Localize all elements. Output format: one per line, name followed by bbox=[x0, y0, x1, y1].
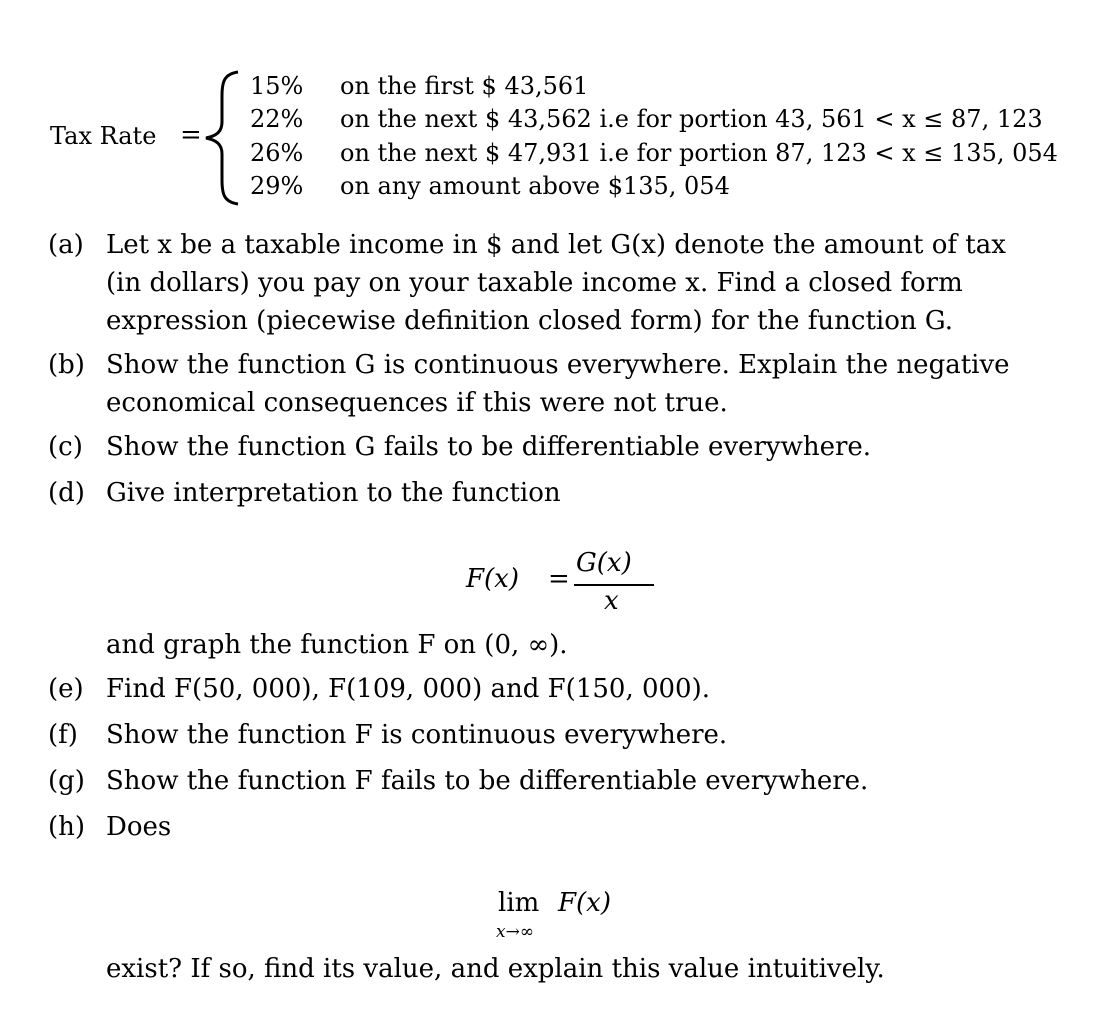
part-b-line-2: economical consequences if this were not true. bbox=[106, 388, 728, 418]
part-b-label: (b) bbox=[48, 350, 85, 380]
left-brace-icon bbox=[198, 70, 244, 206]
part-d-label: (d) bbox=[48, 478, 85, 508]
tax-desc-row-4: on any amount above $135, 054 bbox=[340, 172, 730, 200]
part-a-line-3: expression (piecewise definition closed form) for the function G. bbox=[106, 306, 953, 336]
tax-rate-row-1: 15% bbox=[250, 72, 304, 100]
part-a bbox=[48, 230, 1006, 260]
part-h-label: (h) bbox=[48, 812, 86, 842]
part-h-after: exist? If so, find its value, and explain this value intuitively. bbox=[106, 954, 885, 984]
tax-rate-row-3: 26% bbox=[250, 139, 304, 167]
part-a-line-1: Let x be a taxable income in $ and let G(x) denote the amount of tax bbox=[106, 230, 1006, 260]
part-e-line-1: Find F(50, 000), F(109, 000) and F(150, 000). bbox=[106, 674, 711, 704]
limit-subscript: x→∞ bbox=[496, 922, 534, 942]
part-b-line-1: Show the function G is continuous everywhere. Explain the negative bbox=[106, 350, 1010, 380]
f-formula-numerator: G(x) bbox=[576, 548, 632, 578]
tax-rate-label: Tax Rate bbox=[50, 122, 157, 150]
part-e bbox=[48, 674, 710, 704]
part-f-line-1: Show the function F is continuous everywhere. bbox=[106, 720, 728, 750]
part-f bbox=[48, 720, 727, 750]
part-h-line-1: Does bbox=[106, 812, 172, 842]
part-e-label: (e) bbox=[48, 674, 84, 704]
limit-expr: F(x) bbox=[558, 888, 611, 918]
part-c bbox=[48, 432, 871, 462]
part-a-line-2: (in dollars) you pay on your taxable income x. Find a closed form bbox=[106, 268, 963, 298]
f-formula-equals: = bbox=[548, 564, 570, 594]
f-formula-denominator: x bbox=[604, 586, 619, 616]
part-g bbox=[48, 766, 868, 796]
part-g-line-1: Show the function F fails to be differentiable everywhere. bbox=[106, 766, 869, 796]
part-f-label: (f) bbox=[48, 720, 78, 750]
part-c-line-1: Show the function G fails to be differentiable everywhere. bbox=[106, 432, 872, 462]
part-a-label: (a) bbox=[48, 230, 84, 260]
tax-rate-row-4: 29% bbox=[250, 172, 304, 200]
tax-desc-row-3: on the next $ 47,931 i.e for portion 87, 123 < x ≤ 135, 054 bbox=[340, 139, 1058, 167]
part-d-after: and graph the function F on (0, ∞). bbox=[106, 630, 568, 660]
tax-rate-row-2: 22% bbox=[250, 105, 304, 133]
part-d-line-1: Give interpretation to the function bbox=[106, 478, 561, 508]
tax-desc-row-2: on the next $ 43,562 i.e for portion 43, 561 < x ≤ 87, 123 bbox=[340, 105, 1043, 133]
part-b bbox=[48, 350, 1010, 380]
tax-rate-equals: = bbox=[180, 120, 202, 150]
part-c-label: (c) bbox=[48, 432, 83, 462]
part-h bbox=[48, 812, 171, 842]
tax-desc-row-1: on the first $ 43,561 bbox=[340, 72, 589, 100]
limit-word: lim bbox=[498, 888, 540, 918]
part-d bbox=[48, 478, 561, 508]
part-g-label: (g) bbox=[48, 766, 85, 796]
f-formula-lhs: F(x) bbox=[466, 564, 519, 594]
